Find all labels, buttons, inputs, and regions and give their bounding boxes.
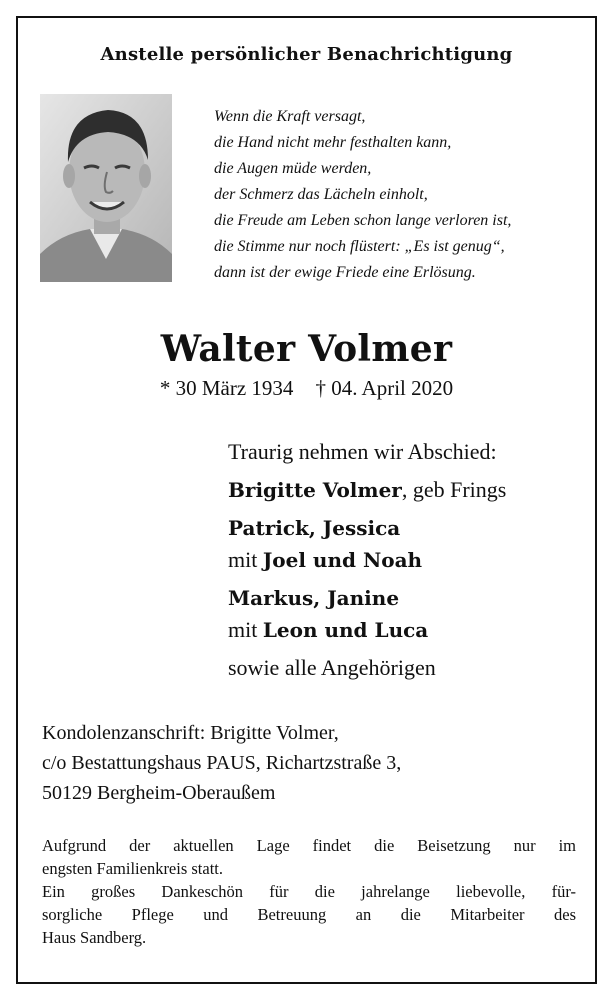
note-line: Haus Sandberg. — [42, 928, 147, 947]
death-date: † 04. April 2020 — [315, 376, 454, 400]
deceased-name: Walter Volmer — [160, 328, 453, 370]
portrait-photo — [40, 94, 172, 282]
mourners-closing: sowie alle Angehörigen — [228, 655, 436, 680]
mourner-note: , geb Frings — [401, 477, 507, 502]
birth-date: * 30 März 1934 — [159, 376, 294, 400]
mourner-with: mit — [228, 617, 263, 642]
mourner-name: Patrick, Jessica — [228, 516, 401, 540]
mourner-line — [228, 512, 588, 544]
poem — [214, 104, 584, 286]
address-line: 50129 Bergheim-Oberaußem — [42, 782, 276, 804]
mourner-line — [228, 474, 588, 506]
closing-note — [42, 834, 576, 949]
mourners-list — [228, 436, 588, 684]
life-dates — [18, 376, 595, 401]
note-line: engsten Familienkreis statt. — [42, 859, 224, 878]
mourner-name: Brigitte Volmer — [228, 478, 402, 502]
address-line: Kondolenzanschrift: Brigitte Volmer, — [42, 722, 339, 744]
poem-line: dann ist der ewige Friede eine Erlösung. — [214, 264, 476, 281]
condolence-address — [42, 718, 582, 808]
mourner-line — [228, 614, 588, 646]
poem-line: die Hand nicht mehr festhalten kann, — [214, 134, 452, 151]
mourners-intro: Traurig nehmen wir Abschied: — [228, 439, 497, 464]
note-line: Ein großes Dankeschön für die jahrelange liebevolle, für- — [42, 882, 576, 901]
mourner-name: Leon und Luca — [262, 618, 429, 642]
poem-line: die Freude am Leben schon lange verloren ist, — [214, 212, 512, 229]
mourner-with: mit — [228, 547, 263, 572]
poem-line: die Stimme nur noch flüstert: „Es ist genug“, — [214, 238, 505, 255]
poem-line: der Schmerz das Lächeln einholt, — [214, 186, 428, 203]
poem-line: die Augen müde werden, — [214, 160, 372, 177]
address-line: c/o Bestattungshaus PAUS, Richartzstraße 3, — [42, 752, 402, 774]
mourner-line — [228, 544, 588, 576]
mourner-line — [228, 582, 588, 614]
obituary-frame — [16, 16, 597, 984]
note-line: Aufgrund der aktuellen Lage findet die Beisetzung nur im — [42, 836, 576, 855]
poem-line: Wenn die Kraft versagt, — [214, 108, 366, 125]
header-title: Anstelle persönlicher Benachrichtigung — [100, 44, 513, 65]
mourner-name: Joel und Noah — [262, 548, 423, 572]
mourner-name: Markus, Janine — [228, 586, 400, 610]
note-line: sorgliche Pflege und Betreuung an die Mitarbeiter des — [42, 905, 576, 924]
